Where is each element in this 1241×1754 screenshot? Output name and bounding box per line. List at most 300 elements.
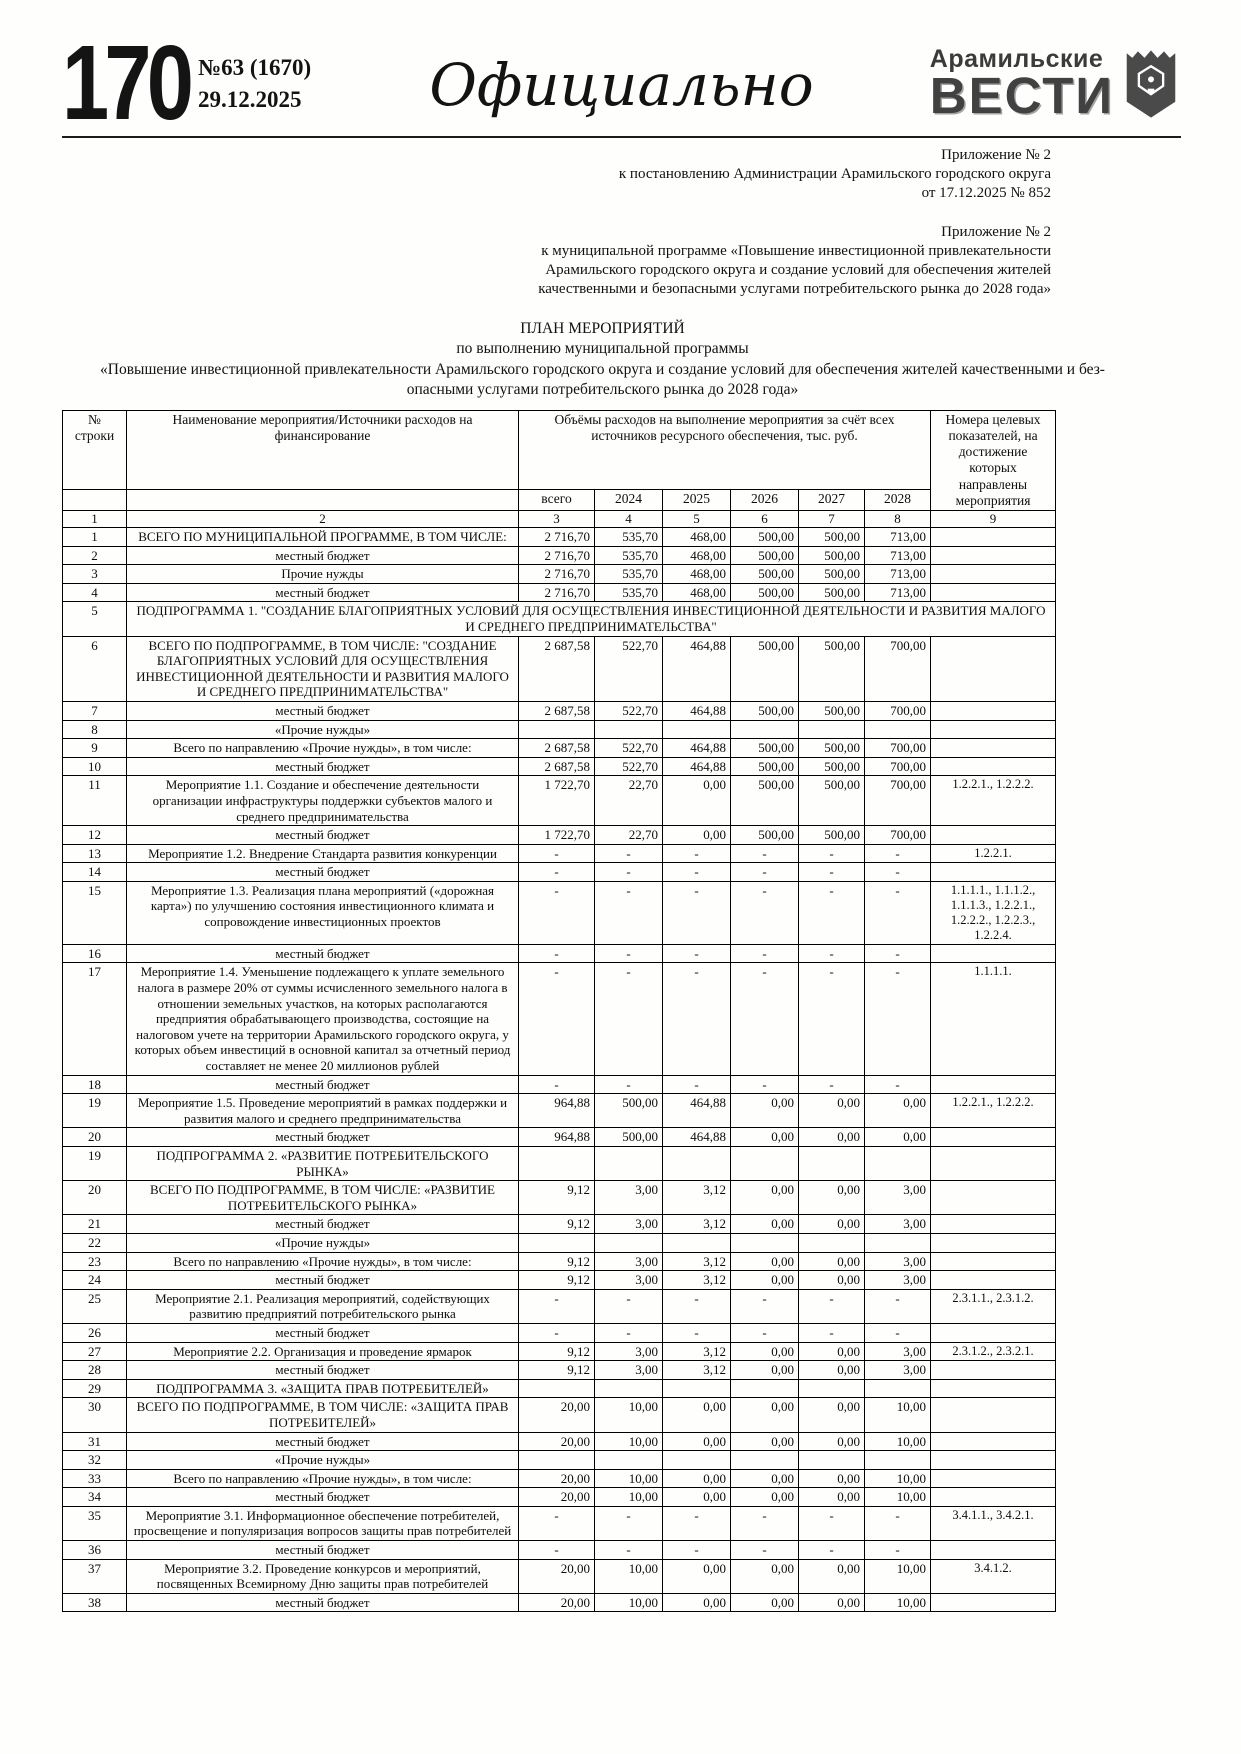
table-row [63,1075,1056,1094]
value-cell: 0,00 [731,1094,799,1128]
row-number-cell: 20 [63,1181,127,1215]
page-number: 170 [62,24,190,142]
value-cell: 0,00 [799,1361,865,1380]
targets-cell [931,1593,1056,1612]
row-number-cell: 34 [63,1488,127,1507]
value-cell: 500,00 [595,1128,663,1147]
targets-cell [931,720,1056,739]
value-cell: 500,00 [595,1094,663,1128]
value-cell: - [519,1541,595,1560]
value-cell [865,1451,931,1470]
value-cell: 0,00 [799,1398,865,1432]
row-number-cell: 37 [63,1559,127,1593]
value-cell: 10,00 [865,1593,931,1612]
row-name-cell: ПОДПРОГРАММА 2. «РАЗВИТИЕ ПОТРЕБИТЕЛЬСКОГО РЫНКА» [127,1147,519,1181]
value-cell: 0,00 [731,1181,799,1215]
value-cell: 3,00 [865,1271,931,1290]
header-targets: Номера целевых показателей, на достижение которых направлены мероприятия [931,410,1056,510]
row-name-cell: местный бюджет [127,583,519,602]
value-cell: 500,00 [799,826,865,845]
value-cell: - [519,963,595,1075]
value-cell: 500,00 [731,739,799,758]
value-cell [731,720,799,739]
value-cell: - [799,863,865,882]
header-year: 2025 [663,490,731,511]
value-cell: 0,00 [663,826,731,845]
row-name-cell: Мероприятие 1.1. Создание и обеспечение деятельности организации инфраструктуры поддержки субъектов малого и среднего предпринимательства [127,776,519,826]
row-name-cell: Мероприятие 1.5. Проведение мероприятий в рамках поддержки и развития малого и среднего предпринимательства [127,1094,519,1128]
row-name-cell: Мероприятие 2.1. Реализация мероприятий, содействующих развитию предприятий потребительского рынка [127,1289,519,1323]
value-cell: 500,00 [799,528,865,547]
value-cell: - [663,1541,731,1560]
value-cell: - [595,963,663,1075]
value-cell [595,720,663,739]
value-cell: 20,00 [519,1398,595,1432]
value-cell: 700,00 [865,701,931,720]
value-cell: 700,00 [865,826,931,845]
table-row [63,863,1056,882]
row-name-cell: ВСЕГО ПО ПОДПРОГРАММЕ, В ТОМ ЧИСЛЕ: "СОЗДАНИЕ БЛАГОПРИЯТНЫХ УСЛОВИЙ ДЛЯ ОСУЩЕСТВЛЕНИЯ ИНВЕСТИЦИОННОЙ ДЕЯТЕЛЬНОСТИ И РАЗВИТИЯ МАЛОГО И СРЕДНЕГО ПРЕДПРИНИМАТЕЛЬСТВА" [127,636,519,701]
table-index-row [63,511,1056,528]
value-cell: - [519,881,595,944]
header-row-number: № строки [63,410,127,490]
value-cell: - [519,1323,595,1342]
value-cell: 700,00 [865,776,931,826]
value-cell: - [865,1289,931,1323]
targets-cell [931,1432,1056,1451]
value-cell: 522,70 [595,757,663,776]
row-name-cell: местный бюджет [127,1215,519,1234]
value-cell: - [799,1506,865,1540]
value-cell: 500,00 [731,565,799,584]
value-cell: 0,00 [799,1488,865,1507]
table-row [63,1379,1056,1398]
table-header-row [63,410,1056,490]
column-index: 6 [731,511,799,528]
value-cell: 2 687,58 [519,701,595,720]
value-cell: - [663,1323,731,1342]
value-cell: - [731,881,799,944]
value-cell: 0,00 [663,1432,731,1451]
value-cell: - [731,1323,799,1342]
value-cell: 10,00 [595,1432,663,1451]
column-index: 2 [127,511,519,528]
value-cell: 20,00 [519,1488,595,1507]
value-cell: 468,00 [663,565,731,584]
value-cell: 10,00 [865,1469,931,1488]
value-cell: 0,00 [731,1342,799,1361]
row-name-cell: местный бюджет [127,826,519,845]
row-name-cell: Мероприятие 2.2. Организация и проведение ярмарок [127,1342,519,1361]
table-row [63,1252,1056,1271]
value-cell: 2 716,70 [519,565,595,584]
row-number-cell: 11 [63,776,127,826]
table-row [63,776,1056,826]
table-row [63,636,1056,701]
value-cell: - [519,1506,595,1540]
value-cell: - [595,944,663,963]
value-cell: 500,00 [799,583,865,602]
column-index: 3 [519,511,595,528]
value-cell [865,1379,931,1398]
annex-line: к постановлению Администрации Арамильского городского округа [618,166,1051,183]
value-cell: 0,00 [663,776,731,826]
annex-line: Арамильского городского округа и создание условий для обеспечения жителей [545,262,1051,279]
value-cell: - [595,881,663,944]
row-number-cell: 15 [63,881,127,944]
row-number-cell: 4 [63,583,127,602]
value-cell [799,1147,865,1181]
targets-cell [931,757,1056,776]
value-cell [799,1451,865,1470]
row-name-cell: местный бюджет [127,757,519,776]
value-cell: 0,00 [865,1094,931,1128]
value-cell: 500,00 [731,528,799,547]
value-cell: 2 687,58 [519,636,595,701]
value-cell: 0,00 [731,1215,799,1234]
value-cell: 9,12 [519,1342,595,1361]
row-name-cell: местный бюджет [127,863,519,882]
row-name-cell: ВСЕГО ПО МУНИЦИПАЛЬНОЙ ПРОГРАММЕ, В ТОМ ЧИСЛЕ: [127,528,519,547]
row-number-cell: 13 [63,844,127,863]
value-cell [595,1233,663,1252]
row-number-cell: 16 [63,944,127,963]
row-number-cell: 17 [63,963,127,1075]
title-line: по выполнению муниципальной программы [456,340,749,358]
value-cell [799,1233,865,1252]
value-cell: 2 716,70 [519,583,595,602]
value-cell: 500,00 [799,776,865,826]
value-cell: - [865,1541,931,1560]
masthead [62,24,1181,142]
value-cell [595,1451,663,1470]
value-cell: 464,88 [663,757,731,776]
value-cell: 10,00 [865,1488,931,1507]
value-cell: 500,00 [731,776,799,826]
value-cell: 0,00 [731,1432,799,1451]
value-cell: 468,00 [663,528,731,547]
value-cell: 464,88 [663,636,731,701]
row-name-cell: Всего по направлению «Прочие нужды», в том числе: [127,1469,519,1488]
value-cell: 500,00 [799,565,865,584]
targets-cell: 1.1.1.1., 1.1.1.2., 1.1.1.3., 1.2.2.1., 1.2.2.2., 1.2.2.3., 1.2.2.4. [931,881,1056,944]
value-cell [731,1233,799,1252]
value-cell: 10,00 [595,1488,663,1507]
value-cell: 500,00 [799,739,865,758]
row-name-cell: местный бюджет [127,1593,519,1612]
title-line: опасными услугами потребительского рынка до 2028 года» [406,380,799,398]
value-cell: - [865,881,931,944]
targets-cell [931,528,1056,547]
issue-date: 29.12.2025 [198,87,302,113]
table-row [63,1233,1056,1252]
value-cell: 500,00 [731,701,799,720]
value-cell: - [663,1506,731,1540]
value-cell: - [799,844,865,863]
value-cell: 0,00 [731,1128,799,1147]
targets-cell [931,1488,1056,1507]
value-cell [595,1379,663,1398]
value-cell [519,1233,595,1252]
targets-cell [931,863,1056,882]
value-cell: - [731,1075,799,1094]
value-cell: 22,70 [595,826,663,845]
row-name-cell: Мероприятие 3.1. Информационное обеспечение потребителей, просвещение и популяризация вопросов защиты прав потребителей [127,1506,519,1540]
table-row [63,826,1056,845]
row-name-cell: местный бюджет [127,1361,519,1380]
row-number-cell: 8 [63,720,127,739]
value-cell: - [865,863,931,882]
row-number-cell: 12 [63,826,127,845]
value-cell [865,1147,931,1181]
value-cell: 3,12 [663,1252,731,1271]
value-cell: 500,00 [731,546,799,565]
value-cell: 0,00 [799,1252,865,1271]
table-row [63,583,1056,602]
value-cell: 10,00 [595,1593,663,1612]
value-cell: 3,00 [865,1342,931,1361]
table-row [63,565,1056,584]
value-cell: 522,70 [595,636,663,701]
targets-cell [931,636,1056,701]
annex-program [62,223,1181,299]
value-cell: - [731,863,799,882]
value-cell [663,720,731,739]
value-cell: 522,70 [595,701,663,720]
value-cell: - [663,844,731,863]
value-cell: 464,88 [663,739,731,758]
value-cell: 20,00 [519,1432,595,1451]
issue-number: №63 (1670) [198,55,312,80]
value-cell: 0,00 [663,1488,731,1507]
header-name: Наименование мероприятия/Источники расходов на финансирование [127,410,519,490]
targets-cell [931,1233,1056,1252]
value-cell: 0,00 [731,1361,799,1380]
row-number-cell: 20 [63,1128,127,1147]
value-cell: 9,12 [519,1361,595,1380]
targets-cell: 2.3.1.2., 2.3.2.1. [931,1342,1056,1361]
value-cell: 0,00 [799,1342,865,1361]
value-cell: 713,00 [865,546,931,565]
row-name-cell: местный бюджет [127,944,519,963]
value-cell: 3,00 [865,1252,931,1271]
table-row [63,1094,1056,1128]
value-cell: - [799,881,865,944]
value-cell: 0,00 [731,1593,799,1612]
empty-header-cell [127,490,519,511]
table-row [63,1289,1056,1323]
value-cell: - [731,963,799,1075]
table-years-row [63,490,1056,511]
targets-cell [931,1271,1056,1290]
value-cell: 10,00 [595,1559,663,1593]
value-cell: 0,00 [731,1469,799,1488]
table-row [63,1361,1056,1380]
value-cell: 0,00 [731,1398,799,1432]
targets-cell: 1.1.1.1. [931,963,1056,1075]
value-cell: 0,00 [865,1128,931,1147]
title-line: «Повышение инвестиционной привлекательности Арамильского городского округа и создание условий для обеспечения жителей качественными и без- [100,360,1105,378]
value-cell: - [731,1289,799,1323]
row-number-cell: 5 [63,602,127,636]
targets-cell: 1.2.2.1., 1.2.2.2. [931,776,1056,826]
value-cell: 500,00 [799,636,865,701]
value-cell: 3,00 [595,1252,663,1271]
column-index: 1 [63,511,127,528]
table-row [63,720,1056,739]
table-row [63,1215,1056,1234]
row-number-cell: 38 [63,1593,127,1612]
value-cell: - [663,863,731,882]
value-cell: 0,00 [799,1128,865,1147]
value-cell: 500,00 [799,546,865,565]
value-cell: - [663,963,731,1075]
row-name-cell: местный бюджет [127,701,519,720]
row-name-cell: «Прочие нужды» [127,720,519,739]
value-cell: 3,12 [663,1271,731,1290]
value-cell: 0,00 [663,1398,731,1432]
annex-line: к муниципальной программе «Повышение инвестиционной привлекательности [541,243,1051,260]
value-cell: - [663,1289,731,1323]
value-cell [799,720,865,739]
value-cell: 3,12 [663,1342,731,1361]
value-cell: 10,00 [865,1559,931,1593]
row-number-cell: 36 [63,1541,127,1560]
value-cell: 700,00 [865,636,931,701]
value-cell: 3,00 [865,1215,931,1234]
value-cell: 0,00 [663,1593,731,1612]
value-cell: - [663,881,731,944]
value-cell: 0,00 [799,1469,865,1488]
value-cell: - [799,963,865,1075]
value-cell [731,1379,799,1398]
value-cell [519,720,595,739]
value-cell: - [865,1075,931,1094]
value-cell: 0,00 [799,1094,865,1128]
row-name-cell: ВСЕГО ПО ПОДПРОГРАММЕ, В ТОМ ЧИСЛЕ: «ЗАЩИТА ПРАВ ПОТРЕБИТЕЛЕЙ» [127,1398,519,1432]
row-number-cell: 35 [63,1506,127,1540]
row-number-cell: 19 [63,1094,127,1128]
table-row [63,1451,1056,1470]
section-title: Официально [429,51,814,119]
row-name-cell: Мероприятие 1.2. Внедрение Стандарта развития конкуренции [127,844,519,863]
targets-cell [931,1469,1056,1488]
row-number-cell: 32 [63,1451,127,1470]
value-cell: 0,00 [799,1215,865,1234]
table-row [63,944,1056,963]
row-name-cell: местный бюджет [127,1541,519,1560]
header-volumes: Объёмы расходов на выполнение мероприятия за счёт всех источников ресурсного обеспечения, тыс. руб. [519,410,931,490]
value-cell: 500,00 [731,826,799,845]
value-cell: 522,70 [595,739,663,758]
table-row [63,546,1056,565]
value-cell: - [519,944,595,963]
value-cell: 535,70 [595,546,663,565]
value-cell [731,1147,799,1181]
plan-table-body [63,528,1056,1612]
value-cell: 2 716,70 [519,546,595,565]
value-cell: 2 687,58 [519,739,595,758]
row-name-cell: Мероприятие 3.2. Проведение конкурсов и мероприятий, посвященных Всемирному Дню защиты прав потребителей [127,1559,519,1593]
table-row [63,739,1056,758]
row-name-cell: Всего по направлению «Прочие нужды», в том числе: [127,1252,519,1271]
value-cell: 20,00 [519,1593,595,1612]
row-number-cell: 33 [63,1469,127,1488]
targets-cell [931,1398,1056,1432]
brand-name-top: Арамильские [929,45,1104,73]
value-cell: 2 716,70 [519,528,595,547]
value-cell: 3,00 [865,1181,931,1215]
value-cell: 9,12 [519,1271,595,1290]
row-name-cell: местный бюджет [127,1488,519,1507]
value-cell: 468,00 [663,583,731,602]
value-cell: 535,70 [595,528,663,547]
targets-cell [931,1252,1056,1271]
row-number-cell: 18 [63,1075,127,1094]
column-index: 4 [595,511,663,528]
value-cell: 9,12 [519,1215,595,1234]
value-cell: 700,00 [865,739,931,758]
value-cell: 3,00 [595,1361,663,1380]
value-cell: 500,00 [799,757,865,776]
targets-cell [931,1128,1056,1147]
value-cell: 3,00 [595,1181,663,1215]
table-row [63,528,1056,547]
row-name-cell: Мероприятие 1.3. Реализация плана мероприятий («дорожная карта») по улучшению состояния инвестиционного климата и сопровождение инвестиционных проектов [127,881,519,944]
value-cell [519,1379,595,1398]
value-cell: - [663,944,731,963]
value-cell [519,1147,595,1181]
table-row [63,1323,1056,1342]
value-cell: 535,70 [595,583,663,602]
table-row [63,1541,1056,1560]
targets-cell: 1.2.2.1., 1.2.2.2. [931,1094,1056,1128]
header-year: 2027 [799,490,865,511]
value-cell: - [595,844,663,863]
value-cell: - [731,944,799,963]
row-name-cell: местный бюджет [127,546,519,565]
value-cell: 3,00 [865,1361,931,1380]
targets-cell [931,1451,1056,1470]
value-cell: 3,12 [663,1361,731,1380]
table-row [63,1559,1056,1593]
row-number-cell: 28 [63,1361,127,1380]
value-cell: - [799,1289,865,1323]
value-cell: 0,00 [663,1469,731,1488]
targets-cell [931,1181,1056,1215]
header-year: 2026 [731,490,799,511]
table-row [63,701,1056,720]
value-cell: 0,00 [663,1559,731,1593]
row-number-cell: 25 [63,1289,127,1323]
header-year: 2024 [595,490,663,511]
document-title [62,319,1179,400]
table-row [63,602,1056,636]
row-name-cell: местный бюджет [127,1075,519,1094]
value-cell: - [595,1541,663,1560]
annex-line: Приложение № 2 [941,224,1051,241]
targets-cell [931,1541,1056,1560]
annex-line: Приложение № 2 [941,147,1051,163]
value-cell: - [865,844,931,863]
row-name-cell: «Прочие нужды» [127,1451,519,1470]
targets-cell [931,1075,1056,1094]
value-cell: 0,00 [799,1593,865,1612]
value-cell: - [731,1541,799,1560]
newspaper-logo [929,45,1179,125]
value-cell: - [865,944,931,963]
row-number-cell: 22 [63,1233,127,1252]
